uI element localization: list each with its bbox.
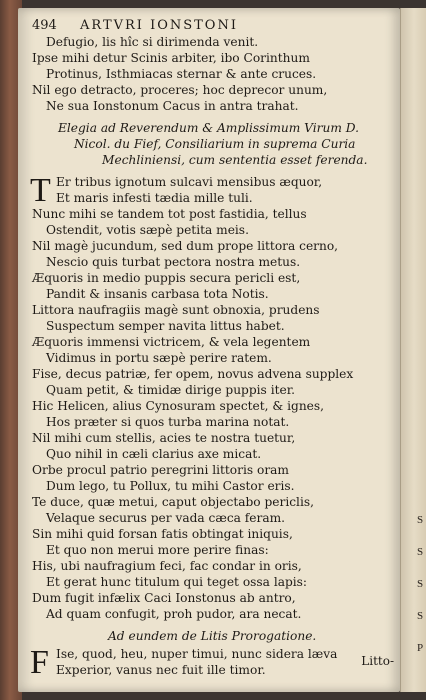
verse-line: Æquoris in medio puppis secura pericli est, xyxy=(32,271,301,285)
edge-letter: S xyxy=(417,546,424,558)
verse-line: Dum lego, tu Pollux, tu mihi Castor eris. xyxy=(46,479,295,493)
verse-line: Fise, decus patriæ, fer opem, novus advena supplex xyxy=(32,367,354,381)
book-page xyxy=(18,8,400,692)
verse-line: Pandit & insanis carbasa tota Notis. xyxy=(46,287,269,301)
verse-line: Nunc mihi se tandem tot post fastidia, tellus xyxy=(32,207,307,221)
verse-line: Ise, quod, heu, nuper timui, nunc sidera læva xyxy=(56,647,338,661)
verse-line: His, ubi naufragium feci, fac condar in oris, xyxy=(32,559,302,573)
verse-line: Er tribus ignotum sulcavi mensibus æquor, xyxy=(56,175,323,189)
verse-line: Quo nihil in cæli clarius axe micat. xyxy=(46,447,262,461)
verse-line: Experior, vanus nec fuit ille timor. xyxy=(56,663,266,677)
verse-line: Nescio quis turbat pectora nostra metus. xyxy=(46,255,301,269)
page-number: 494 xyxy=(32,18,57,33)
poem-title: Elegia ad Reverendum & Amplissimum Virum D. xyxy=(58,121,359,135)
verse-line: Ipse mihi detur Scinis arbiter, ibo Corinthum xyxy=(32,51,310,65)
verse-line: Protinus, Isthmiacas sternar & ante cruces. xyxy=(46,67,317,81)
verse-line: Orbe procul patrio peregrini littoris oram xyxy=(32,463,289,477)
verse-line: Ne sua Ionstonum Cacus in antra trahat. xyxy=(46,99,299,113)
verse-line: Et gerat hunc titulum qui teget ossa lapis: xyxy=(46,575,308,589)
edge-letter: S xyxy=(417,610,424,622)
verse-line: Nil magè jucundum, sed dum prope littora cerno, xyxy=(32,239,339,253)
running-head: ARTVRI IONSTONI xyxy=(80,18,238,33)
verse-line: Nil mihi cum stellis, acies te nostra tuetur, xyxy=(32,431,296,445)
verse-line: Et quo non merui more perire finas: xyxy=(46,543,269,557)
verse-line: Nil ego detracto, proceres; hoc deprecor unum, xyxy=(32,83,328,97)
verse-line: Ostendit, votis sæpè petita meis. xyxy=(46,223,249,237)
verse-line: Dum fugit infælix Caci Ionstonus ab antro, xyxy=(32,591,296,605)
verse-line: Velaque securus per vada cæca feram. xyxy=(46,511,286,525)
verse-line: Suspectum semper navita littus habet. xyxy=(46,319,285,333)
poem-title: Nicol. du Fief, Consiliarium in suprema Curia xyxy=(74,137,356,151)
verse-line: Æquoris immensi victricem, & vela legentem xyxy=(32,335,311,349)
verse-line: Hic Helicen, alius Cynosuram spectet, & ignes, xyxy=(32,399,325,413)
drop-initial: T xyxy=(30,172,51,209)
poem-title: Mechliniensi, cum sententia esset ferenda. xyxy=(102,153,368,167)
verse-line: Hos præter si quos turba marina notat. xyxy=(46,415,290,429)
verse-line: Vidimus in portu sæpè perire ratem. xyxy=(46,351,272,365)
drop-initial: F xyxy=(30,644,49,681)
verse-line: Et maris infesti tædia mille tuli. xyxy=(56,191,253,205)
poem-title: Ad eundem de Litis Prorogatione. xyxy=(108,629,317,643)
verse-line: Defugio, lis hîc si dirimenda venit. xyxy=(46,35,259,49)
edge-letter: S xyxy=(417,578,424,590)
verse-line: Sin mihi quid forsan fatis obtingat iniquis, xyxy=(32,527,293,541)
verse-line: Ad quam confugit, proh pudor, ara necat. xyxy=(46,607,302,621)
edge-letter: S xyxy=(417,514,424,526)
verse-line: Littora naufragiis magè sunt obnoxia, prudens xyxy=(32,303,320,317)
verse-line: Quam petit, & timidæ dirige puppis iter. xyxy=(46,383,296,397)
catchword: Litto- xyxy=(361,654,394,668)
verse-line: Te duce, quæ metui, caput objectabo periclis, xyxy=(32,495,314,509)
edge-letter: P xyxy=(417,642,424,654)
